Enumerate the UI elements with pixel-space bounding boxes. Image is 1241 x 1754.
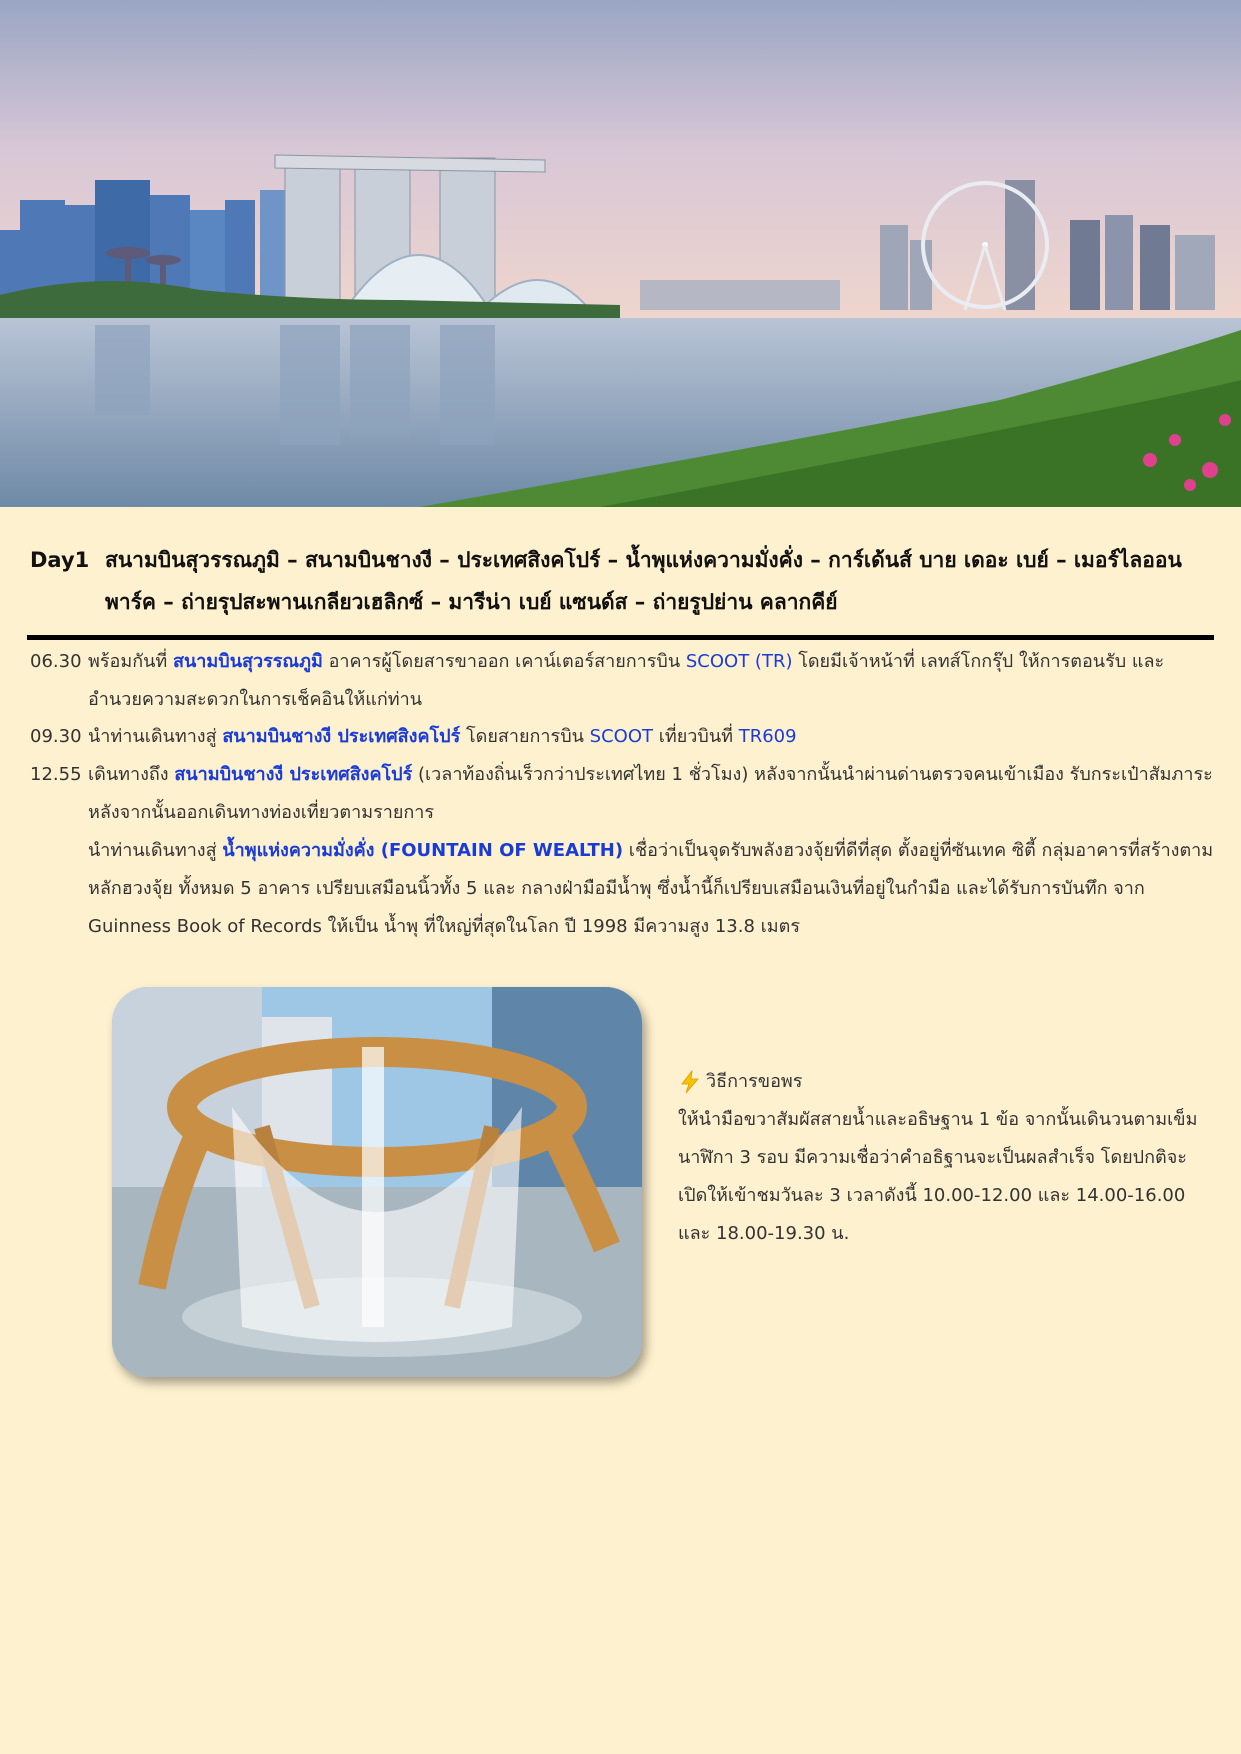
- hero-skyline-image: [0, 0, 1241, 507]
- wish-text: ให้นำมือขวาสัมผัสสายน้ำและอธิษฐาน 1 ข้อ จากนั้นเดินวนตามเข็มนาฬิกา 3 รอบ มีความเชื่อว่าคำอธิฐานจะเป็นผลสำเร็จ โดยปกติจะเปิดให้เข้าชมวันละ 3 เวลาดังนี้ 10.00-12.00 และ 14.00-16.00 และ 18.00-19.30 น.: [678, 1109, 1198, 1244]
- header-divider: [27, 635, 1214, 640]
- fountain-of-wealth-photo: [112, 987, 642, 1377]
- schedule-time: 09.30: [30, 726, 82, 747]
- schedule-time: 12.55: [30, 764, 82, 785]
- schedule-time: 06.30: [30, 651, 82, 672]
- schedule-item: [30, 756, 1215, 832]
- schedule-item: [30, 718, 1215, 756]
- wish-title: วิธีการขอพร: [706, 1071, 803, 1092]
- schedule-item: [30, 643, 1215, 719]
- day-label: Day1: [30, 548, 90, 572]
- schedule-text: นำท่านเดินทางสู่ สนามบินชางงี ประเทศสิงคโปร์ โดยสายการบิน SCOOT เที่ยวบินที่ TR609: [88, 726, 797, 747]
- schedule-text: พร้อมกันที่ สนามบินสุวรรณภูมิ อาคารผู้โดยสารขาออก เคาน์เตอร์สายการบิน SCOOT (TR) โดยมีเจ้าหน้าที่ เลทส์โกกรุ๊ป ให้การตอนรับ และอำนวยความสะดวกในการเช็คอินให้แก่ท่าน: [88, 651, 1165, 710]
- fountain-description: นำท่านเดินทางสู่ น้ำพุแห่งความมั่งคั่ง (FOUNTAIN OF WEALTH) เชื่อว่าเป็นจุดรับพลังฮวงจุ้ยที่ดีที่สุด ตั้งอยู่ที่ซันเทค ซิตี้ กลุ่มอาคารที่สร้างตามหลักฮวงจุ้ย ทั้งหมด 5 อาคาร เปรียบเสมือนนิ้วทั้ง 5 และ กลางฝ่ามือมีน้ำพุ ซึ่งน้ำนี้ก็เปรียบเสมือนเงินที่อยู่ในกำมือ และได้รับการบันทึก จาก Guinness Book of Records ให้เป็น น้ำพุ ที่ใหญ่ที่สุดในโลก ปี 1998 มีความสูง 13.8 เมตร: [88, 840, 1214, 937]
- wish-section: [678, 1063, 1200, 1253]
- schedule-text: เดินทางถึง สนามบินชางงี ประเทศสิงคโปร์ (เวลาท้องถิ่นเร็วกว่าประเทศไทย 1 ชั่วโมง) หลังจากนั้นนำผ่านด่านตรวจคนเข้าเมือง รับกระเป๋าสัมภาระ หลังจากนั้นออกเดินทางท่องเที่ยวตามรายการ: [88, 764, 1213, 823]
- day-title: สนามบินสุวรรณภูมิ – สนามบินชางงี – ประเทศสิงคโปร์ – น้ำพุแห่งความมั่งคั่ง – การ์เด้นส์ บาย เดอะ เบย์ – เมอร์ไลออน พาร์ค – ถ่ายรุปสะพานเกลียวเฮลิกซ์ – มารีน่า เบย์ แซนด์ส – ถ่ายรูปย่าน คลากคีย์: [105, 548, 1182, 614]
- lightning-icon: [678, 1070, 702, 1094]
